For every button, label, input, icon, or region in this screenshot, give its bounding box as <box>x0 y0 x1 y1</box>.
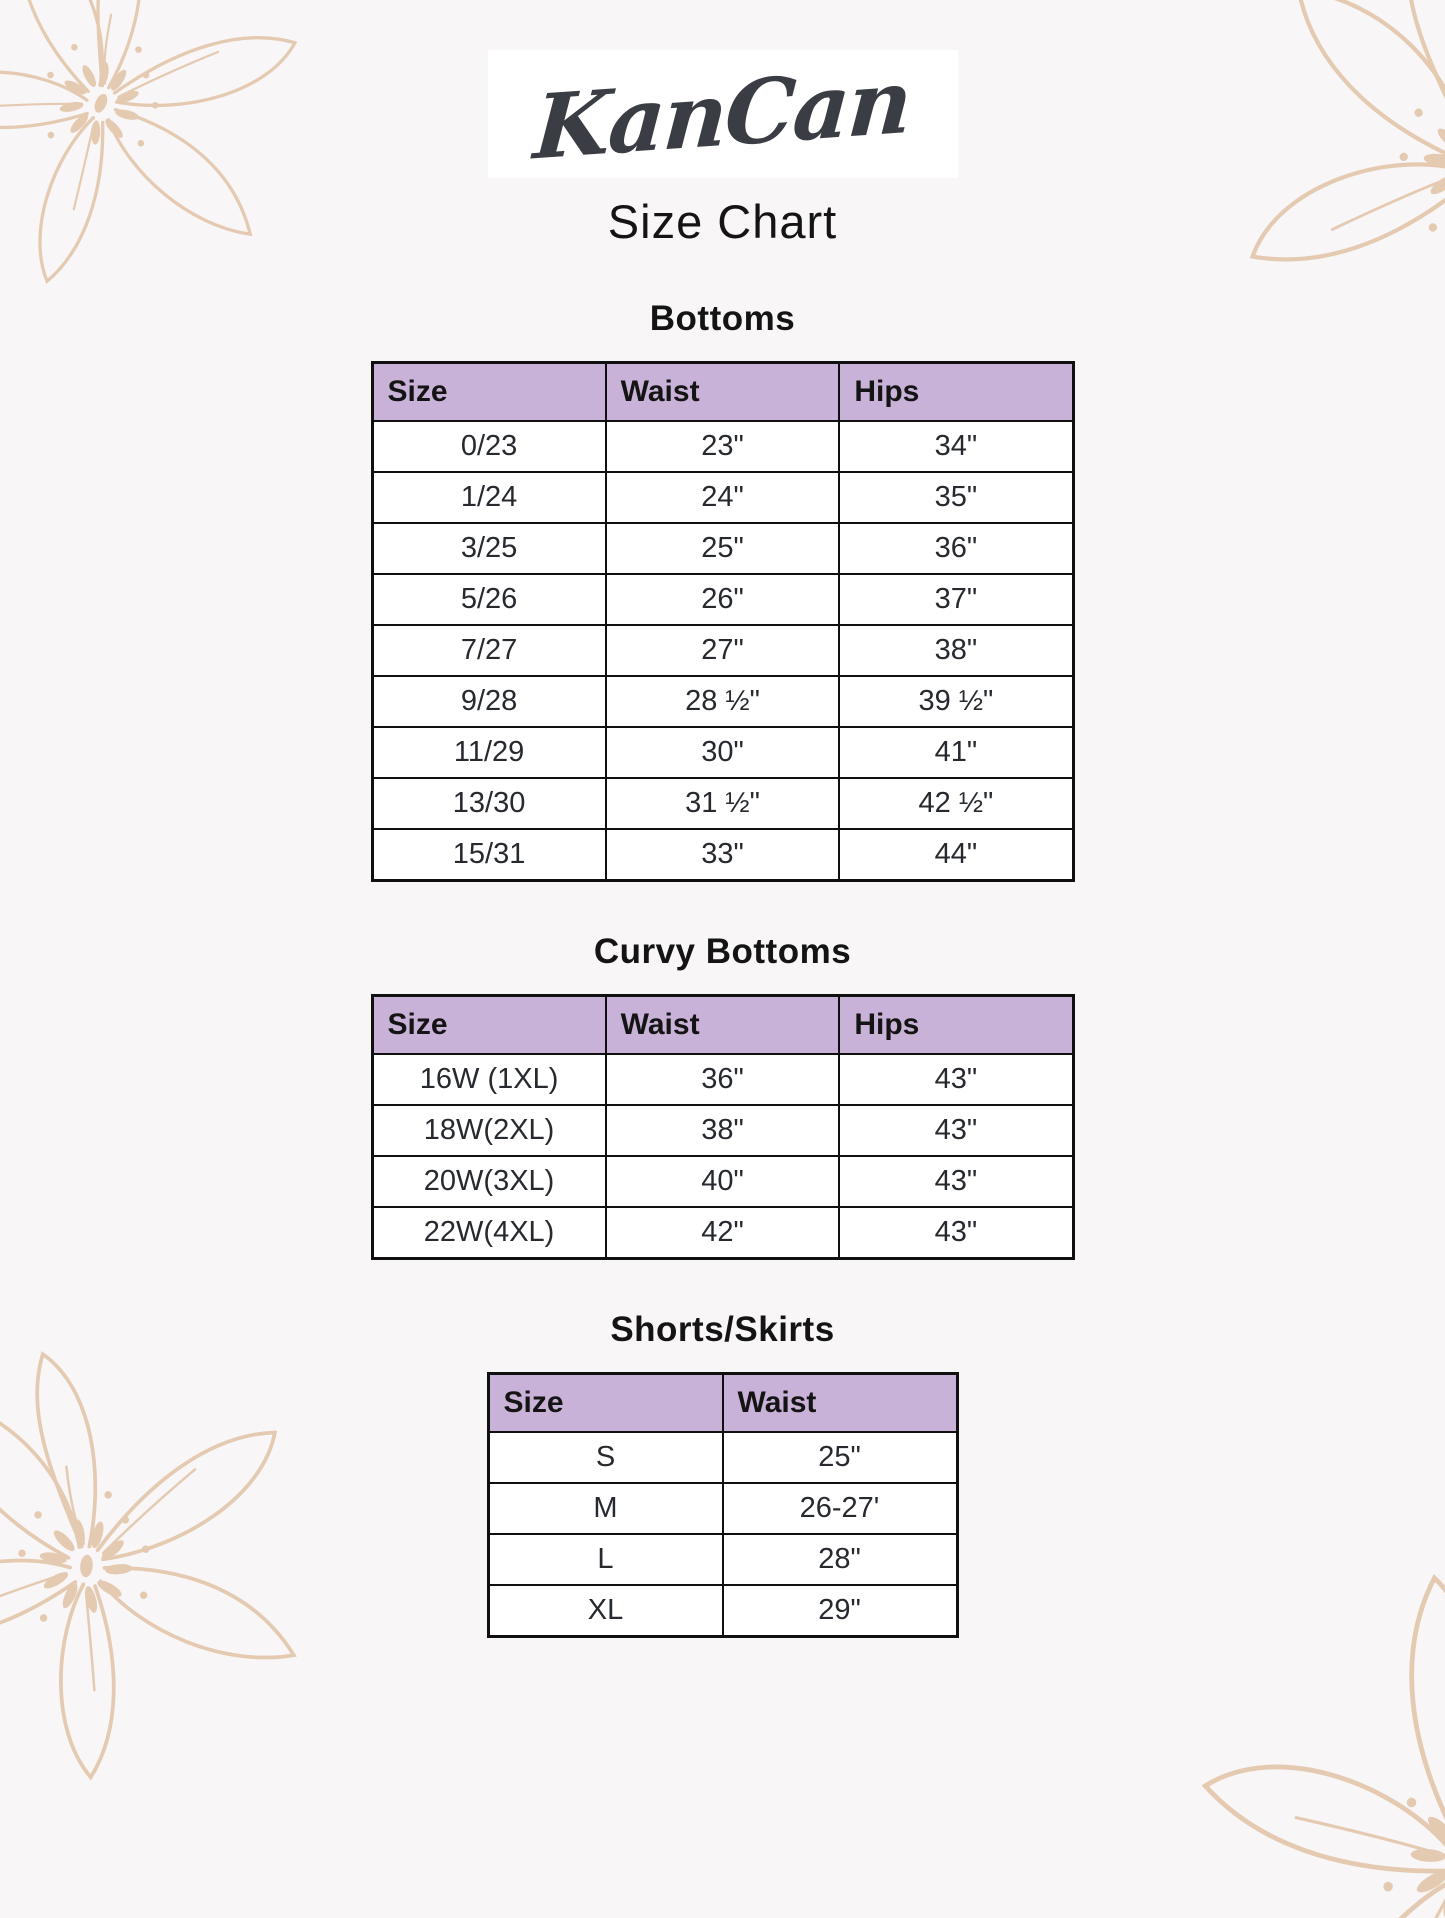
size-cell: 26-27' <box>723 1483 958 1534</box>
table-header-row <box>488 1374 957 1433</box>
size-cell: 22W(4XL) <box>372 1207 606 1259</box>
column-header: Waist <box>606 996 840 1055</box>
size-cell: 43" <box>839 1105 1073 1156</box>
size-cell: 26" <box>606 574 840 625</box>
size-table <box>371 994 1075 1260</box>
table-row <box>372 625 1073 676</box>
size-cell: 38" <box>839 625 1073 676</box>
size-cell: 28 ½" <box>606 676 840 727</box>
size-cell: M <box>488 1483 723 1534</box>
table-row <box>488 1534 957 1585</box>
size-cell: 23" <box>606 421 840 472</box>
page-title: Size Chart <box>607 195 838 248</box>
size-cell: 3/25 <box>372 523 606 574</box>
table-row <box>488 1432 957 1483</box>
size-cell: 39 ½" <box>839 676 1073 727</box>
size-cell: 36" <box>606 1054 840 1105</box>
brand-logo-text: KanCan <box>531 48 914 180</box>
size-cell: 24" <box>606 472 840 523</box>
section-heading: Bottoms <box>649 299 796 338</box>
size-cell: 41" <box>839 727 1073 778</box>
size-cell: 16W (1XL) <box>372 1054 606 1105</box>
table-row <box>372 1054 1073 1105</box>
size-cell: 7/27 <box>372 625 606 676</box>
table-row <box>372 829 1073 881</box>
table-row <box>372 421 1073 472</box>
size-cell: 20W(3XL) <box>372 1156 606 1207</box>
tables-area <box>0 299 1445 1638</box>
size-cell: 27" <box>606 625 840 676</box>
size-cell: 1/24 <box>372 472 606 523</box>
table-row <box>488 1483 957 1534</box>
size-cell: 38" <box>606 1105 840 1156</box>
table-row <box>372 676 1073 727</box>
size-cell: 25" <box>606 523 840 574</box>
size-cell: 42" <box>606 1207 840 1259</box>
section-heading: Shorts/Skirts <box>610 1310 835 1349</box>
table-row <box>372 1207 1073 1259</box>
size-cell: 25" <box>723 1432 958 1483</box>
size-cell: 43" <box>839 1207 1073 1259</box>
size-cell: 36" <box>839 523 1073 574</box>
size-cell: 34" <box>839 421 1073 472</box>
table-row <box>488 1585 957 1637</box>
size-cell: L <box>488 1534 723 1585</box>
column-header: Waist <box>723 1374 958 1433</box>
size-cell: S <box>488 1432 723 1483</box>
section-heading: Curvy Bottoms <box>593 932 852 971</box>
column-header: Hips <box>839 996 1073 1055</box>
size-cell: 31 ½" <box>606 778 840 829</box>
size-section <box>0 1310 1445 1638</box>
size-cell: 9/28 <box>372 676 606 727</box>
size-cell: 37" <box>839 574 1073 625</box>
size-cell: 35" <box>839 472 1073 523</box>
column-header: Size <box>372 996 606 1055</box>
size-cell: 11/29 <box>372 727 606 778</box>
size-cell: 15/31 <box>372 829 606 881</box>
table-header-row <box>372 996 1073 1055</box>
column-header: Size <box>488 1374 723 1433</box>
table-header-row <box>372 363 1073 422</box>
chart-header <box>0 50 1445 249</box>
size-cell: 0/23 <box>372 421 606 472</box>
column-header: Waist <box>606 363 840 422</box>
size-table <box>487 1372 959 1638</box>
size-cell: 42 ½" <box>839 778 1073 829</box>
size-cell: 44" <box>839 829 1073 881</box>
size-cell: XL <box>488 1585 723 1637</box>
size-cell: 13/30 <box>372 778 606 829</box>
size-cell: 43" <box>839 1054 1073 1105</box>
table-row <box>372 778 1073 829</box>
size-cell: 33" <box>606 829 840 881</box>
table-row <box>372 1156 1073 1207</box>
size-cell: 30" <box>606 727 840 778</box>
column-header: Hips <box>839 363 1073 422</box>
size-table <box>371 361 1075 882</box>
table-row <box>372 727 1073 778</box>
size-section <box>0 299 1445 882</box>
table-row <box>372 574 1073 625</box>
column-header: Size <box>372 363 606 422</box>
size-cell: 5/26 <box>372 574 606 625</box>
table-row <box>372 1105 1073 1156</box>
size-section <box>0 932 1445 1260</box>
size-cell: 43" <box>839 1156 1073 1207</box>
size-cell: 18W(2XL) <box>372 1105 606 1156</box>
table-row <box>372 472 1073 523</box>
brand-logo <box>488 50 958 178</box>
size-cell: 29" <box>723 1585 958 1637</box>
size-cell: 28" <box>723 1534 958 1585</box>
size-cell: 40" <box>606 1156 840 1207</box>
table-row <box>372 523 1073 574</box>
